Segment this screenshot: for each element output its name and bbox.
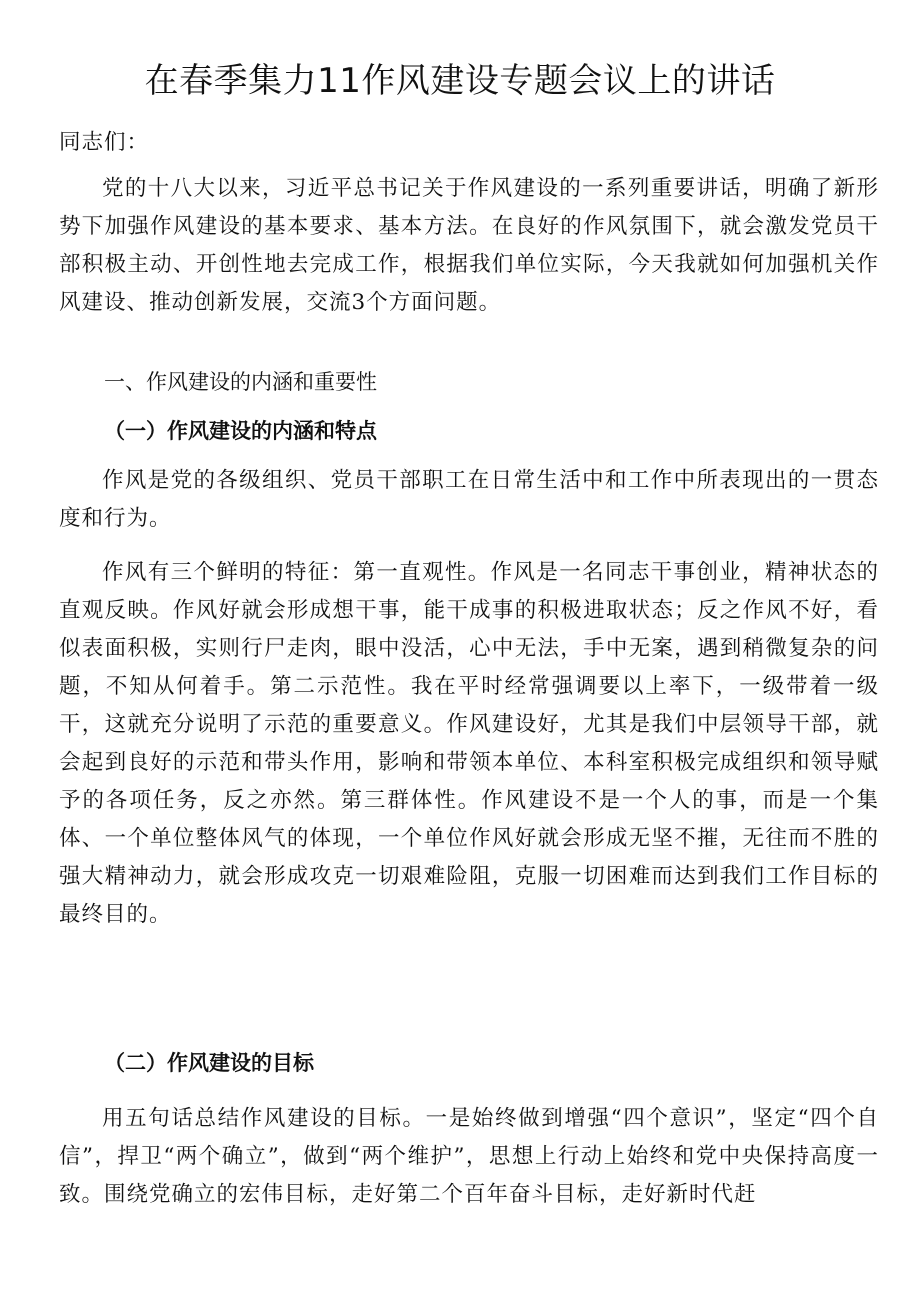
features-paragraph: 作风有三个鲜明的特征：第一直观性。作风是一名同志干事创业，精神状态的直观反映。作风好就会形成想干事，能干成事的积极进取状态；反之作风不好，看似表面积极，实则行尸走肉，眼中没活，心中无法，手中无案，遇到稍微复杂的问题，不知从何着手。第二示范性。我在平时经常强调要以上率下，一级带着一级干，这就充分说明了示范的重要意义。作风建设好，尤其是我们中层领导干部，就会起到良好的示范和带头作用，影响和带领本单位、本科室积极完成组织和领导赋予的各项任务，反之亦然。第三群体性。作风建设不是一个人的事，而是一个集体、一个单位整体风气的体现，一个单位作风好就会形成无坚不摧，无往而不胜的强大精神动力，就会形成攻克一切艰难险阻，克服一切困难而达到我们工作目标的最终目的。 bbox=[59, 560, 879, 927]
section-heading-1: 一、作风建设的内涵和重要性 bbox=[104, 370, 377, 394]
subsection-heading-2: （二）作风建设的目标 bbox=[104, 1050, 314, 1075]
document-title: 在春季集力11作风建设专题会议上的讲话 bbox=[144, 61, 776, 101]
definition-paragraph: 作风是党的各级组织、党员干部职工在日常生活中和工作中所表现出的一贯态度和行为。 bbox=[59, 468, 879, 531]
goals-paragraph: 用五句话总结作风建设的目标。一是始终做到增强“四个意识”，坚定“四个自信”，捍卫“两个确立”，做到“两个维护”，思想上行动上始终和党中央保持高度一致。围绕党确立的宏伟目标，走好第二个百年奋斗目标，走好新时代赶 bbox=[59, 1106, 879, 1207]
subsection-heading-1: （一）作风建设的内涵和特点 bbox=[104, 418, 377, 443]
intro-paragraph: 党的十八大以来，习近平总书记关于作风建设的一系列重要讲话，明确了新形势下加强作风建设的基本要求、基本方法。在良好的作风氛围下，就会激发党员干部积极主动、开创性地去完成工作，根据我们单位实际，今天我就如何加强机关作风建设、推动创新发展，交流3个方面问题。 bbox=[59, 176, 879, 315]
salutation: 同志们： bbox=[59, 130, 150, 155]
